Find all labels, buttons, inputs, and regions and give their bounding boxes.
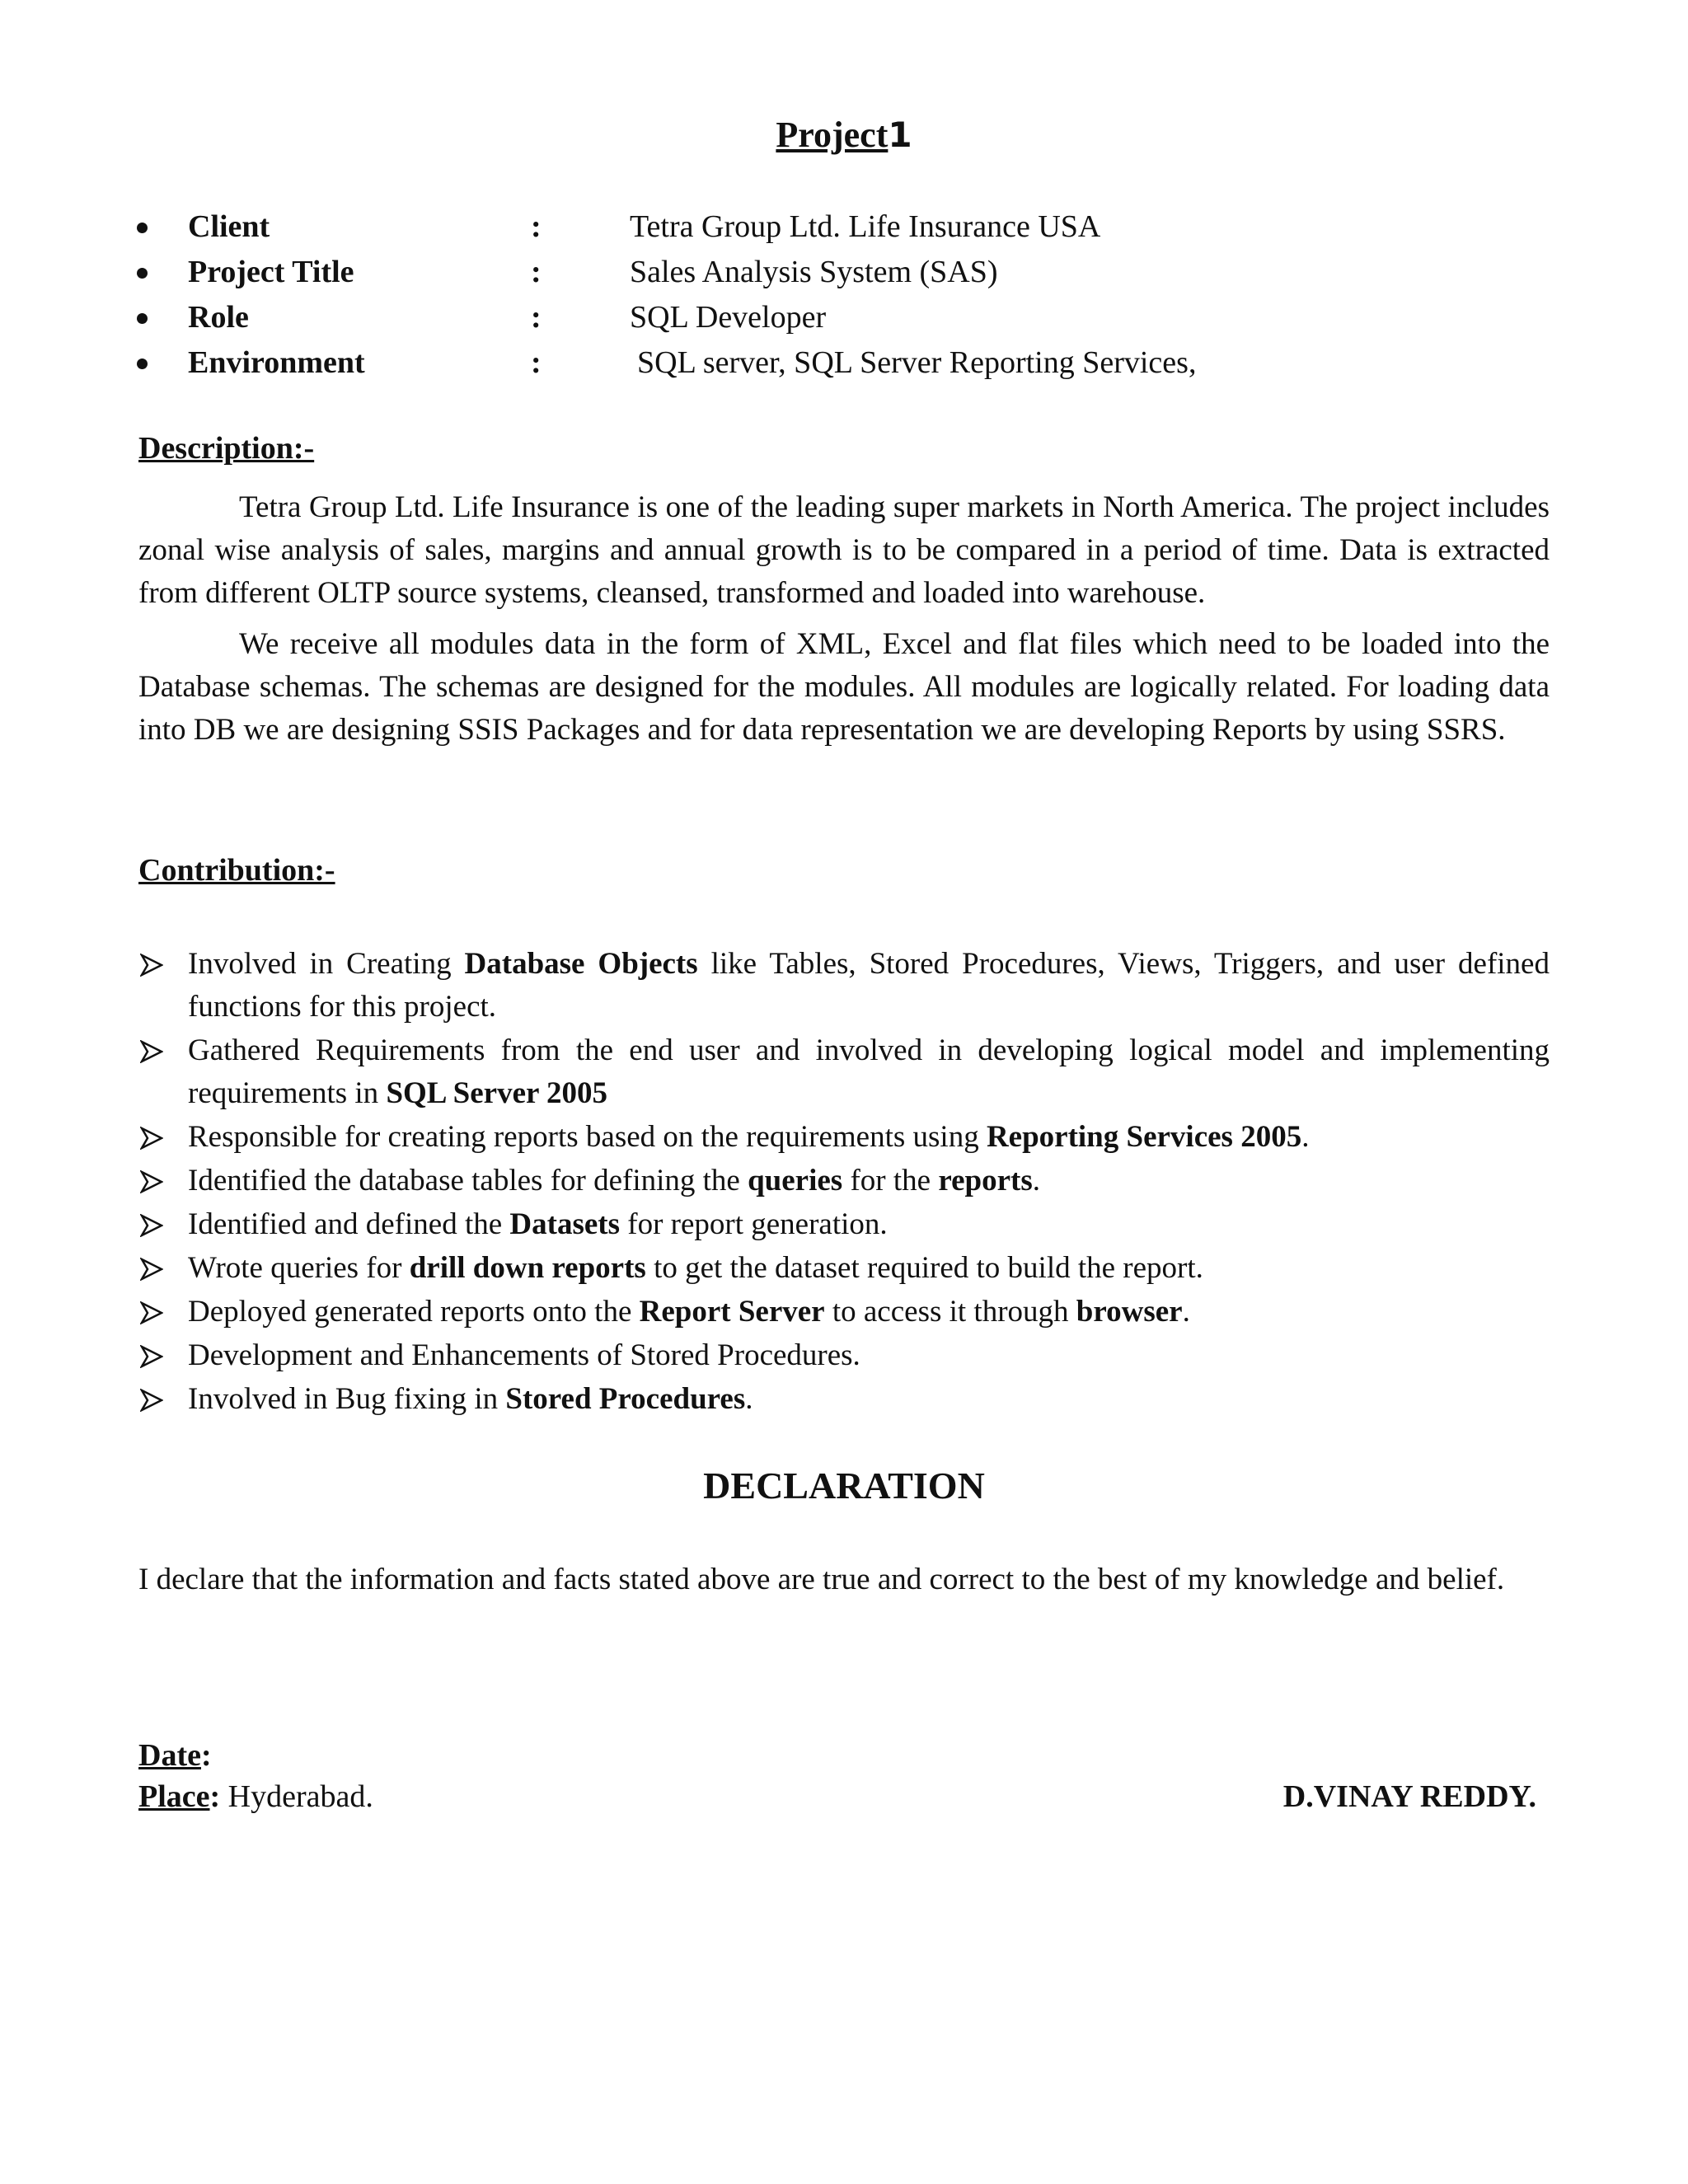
info-label: Client bbox=[188, 209, 270, 244]
arrow-bullet-icon bbox=[140, 1127, 163, 1150]
list-item bbox=[0, 1029, 1550, 1115]
item-text: to access it through bbox=[824, 1295, 1076, 1329]
list-item bbox=[0, 1334, 1550, 1377]
item-text: . bbox=[1301, 1120, 1310, 1154]
item-bold: Stored Procedures bbox=[505, 1382, 746, 1416]
item-text: Wrote queries for bbox=[188, 1251, 410, 1285]
place-line bbox=[138, 1779, 373, 1815]
arrow-bullet-icon bbox=[140, 1040, 163, 1063]
arrow-bullet-icon bbox=[140, 1345, 163, 1368]
place-colon: : bbox=[209, 1779, 221, 1814]
place-label: Place bbox=[138, 1779, 210, 1814]
contribution-list bbox=[0, 943, 1688, 1422]
arrow-bullet-icon bbox=[140, 1258, 163, 1281]
list-item bbox=[0, 1203, 1550, 1246]
arrow-bullet-icon bbox=[140, 1170, 163, 1193]
info-value: SQL Developer bbox=[630, 300, 827, 335]
item-text: to get the dataset required to build the report. bbox=[645, 1251, 1203, 1285]
list-item bbox=[0, 943, 1550, 1029]
list-item bbox=[0, 1160, 1550, 1202]
item-bold: Reporting Services 2005 bbox=[986, 1120, 1302, 1154]
list-item bbox=[0, 1247, 1550, 1290]
declaration-text: I declare that the information and facts stated above are true and correct to the best of my knowledge and belief. bbox=[138, 1563, 1505, 1596]
date-label: Date bbox=[138, 1738, 201, 1773]
info-label: Environment bbox=[188, 345, 365, 380]
item-bold: drill down reports bbox=[409, 1251, 646, 1285]
info-value: SQL server, SQL Server Reporting Services, bbox=[637, 345, 1197, 380]
item-text: . bbox=[745, 1382, 753, 1416]
bullet-icon bbox=[137, 313, 148, 324]
arrow-bullet-icon bbox=[140, 954, 163, 977]
signature-name: D.VINAY REDDY. bbox=[1282, 1779, 1536, 1814]
description-paragraph-2: We receive all modules data in the form of XML, Excel and flat files which need to be loaded into the Database schemas. The schemas are designed for the modules. All modules are logically related. For loading data into DB we are designing SSIS Packages and for data representation we are developing Reports by using SSRS. bbox=[138, 627, 1550, 747]
bullet-icon bbox=[137, 359, 148, 369]
info-row-environment bbox=[0, 340, 1688, 386]
info-row-role bbox=[0, 295, 1688, 340]
item-text: like Tables, Stored Procedures, Views, Triggers, and user defined functions for this project. bbox=[188, 947, 1550, 1024]
info-row-project-title bbox=[0, 250, 1688, 295]
item-text: Responsible for creating reports based on the requirements using bbox=[188, 1120, 987, 1154]
date-line bbox=[138, 1737, 212, 1774]
info-label: Project Title bbox=[188, 255, 354, 289]
info-value: Tetra Group Ltd. Life Insurance USA bbox=[630, 209, 1101, 244]
item-text: Involved in Creating bbox=[188, 947, 465, 981]
place-value: Hyderabad. bbox=[220, 1779, 373, 1814]
info-label: Role bbox=[188, 300, 249, 335]
item-bold: Report Server bbox=[639, 1295, 825, 1329]
list-item bbox=[0, 1116, 1550, 1159]
info-row-client bbox=[0, 204, 1688, 250]
info-value: Sales Analysis System (SAS) bbox=[630, 255, 998, 289]
item-bold: SQL Server 2005 bbox=[386, 1076, 608, 1110]
item-text: for report generation. bbox=[620, 1207, 888, 1241]
info-colon: : bbox=[531, 209, 542, 244]
date-colon: : bbox=[200, 1738, 212, 1773]
item-text: Deployed generated reports onto the bbox=[188, 1295, 640, 1329]
item-text: Gathered Requirements from the end user and involved in developing logical model and implementing requirements in bbox=[188, 1033, 1550, 1110]
item-text: Identified the database tables for defining the bbox=[188, 1164, 748, 1197]
item-text: . bbox=[1182, 1295, 1190, 1329]
item-text: . bbox=[1032, 1164, 1040, 1197]
bullet-icon bbox=[137, 268, 148, 279]
list-item bbox=[0, 1291, 1550, 1333]
project-title-number: 1 bbox=[888, 115, 912, 155]
item-bold: Database Objects bbox=[464, 947, 698, 981]
list-item bbox=[0, 1378, 1550, 1421]
description-heading: Description:- bbox=[138, 431, 315, 466]
declaration-heading: DECLARATION bbox=[703, 1465, 985, 1507]
info-colon: : bbox=[531, 345, 542, 380]
project-info-list bbox=[0, 204, 1688, 386]
arrow-bullet-icon bbox=[140, 1214, 163, 1237]
info-colon: : bbox=[531, 300, 542, 335]
item-bold: reports bbox=[938, 1164, 1033, 1197]
arrow-bullet-icon bbox=[140, 1301, 163, 1324]
contribution-heading: Contribution:- bbox=[138, 853, 335, 888]
item-text: Identified and defined the bbox=[188, 1207, 510, 1241]
item-text: Development and Enhancements of Stored Procedures. bbox=[188, 1338, 860, 1372]
item-text: Involved in Bug fixing in bbox=[188, 1382, 506, 1416]
info-colon: : bbox=[531, 255, 542, 289]
item-bold: queries bbox=[748, 1164, 843, 1197]
project-title-word: Project bbox=[776, 115, 889, 155]
item-bold: Datasets bbox=[509, 1207, 620, 1241]
arrow-bullet-icon bbox=[140, 1389, 163, 1412]
bullet-icon bbox=[137, 223, 148, 233]
item-text: for the bbox=[842, 1164, 939, 1197]
item-bold: browser bbox=[1076, 1295, 1183, 1329]
description-paragraph-1: Tetra Group Ltd. Life Insurance is one of the leading super markets in North America. The project includes zonal wise analysis of sales, margins and annual growth is to be compared in a period of time. Data is extracted from different OLTP source systems, cleansed, transformed and loaded into warehouse. bbox=[138, 490, 1550, 610]
project-title bbox=[0, 114, 1688, 156]
